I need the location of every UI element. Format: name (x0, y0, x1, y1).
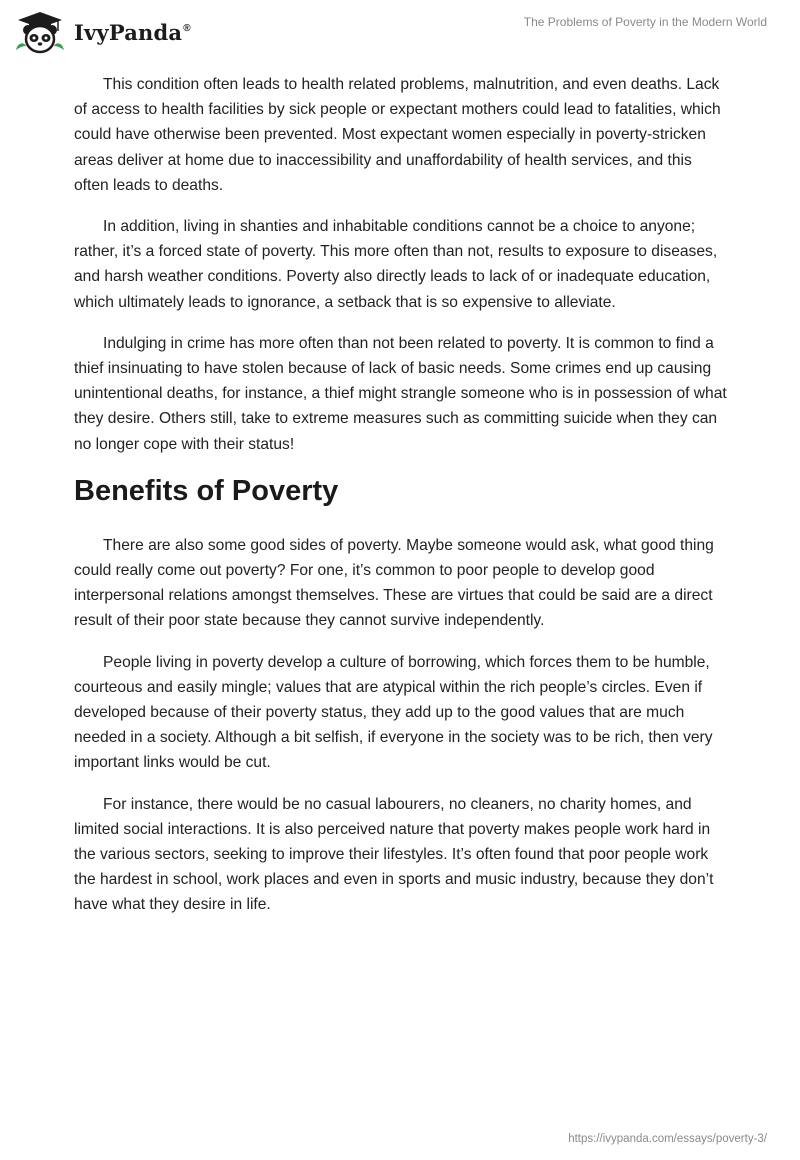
logo-wordmark: IvyPanda® (74, 19, 191, 45)
panda-graduate-icon (14, 10, 66, 54)
page-header (0, 0, 800, 60)
paragraph: There are also some good sides of poverty. Maybe someone would ask, what good thing could really come out poverty? For one, it’s common to poor people to develop good interpersonal relations amongst themselves. These are virtues that could be said are a direct result of their poor state because they cannot survive independently. (74, 536, 714, 630)
source-url[interactable]: https://ivypanda.com/essays/poverty-3/ (568, 1133, 767, 1145)
registered-mark: ® (183, 22, 191, 34)
paragraph: Indulging in crime has more often than not been related to poverty. It is common to find a thief insinuating to have stolen because of lack of basic needs. Some crimes end up causing unintentional deaths, for instance, a thief might strangle someone who is in possession of what they desire. Others still, take to extreme measures such as committing suicide when they can no longer cope with their status! (74, 334, 727, 453)
document-title: The Problems of Poverty in the Modern World (523, 15, 767, 29)
paragraph: People living in poverty develop a culture of borrowing, which forces them to be humble, courteous and easily mingle; values that are atypical within the rich people’s circles. Even if developed because of their poverty status, they add up to the good values that are much needed in a society. Although a bit selfish, if everyone in the society was to be rich, then very important links would be cut. (74, 653, 713, 772)
section-heading: Benefits of Poverty (74, 474, 339, 507)
essay-body (74, 72, 728, 934)
paragraph: For instance, there would be no casual labourers, no cleaners, no charity homes, and limited social interactions. It is also perceived nature that poverty makes people work hard in the various sectors, seeking to improve their lifestyles. It’s often found that poor people work the hardest in school, work places and even in sports and music industry, because they don’t have what they desire in life. (74, 795, 714, 914)
ivypanda-logo[interactable] (14, 10, 191, 54)
paragraph: In addition, living in shanties and inhabitable conditions cannot be a choice to anyone; rather, it’s a forced state of poverty. This more often than not, results to exposure to diseases, and harsh weather conditions. Poverty also directly leads to lack of or inadequate education, which ultimately leads to ignorance, a setback that is so expensive to alleviate. (74, 218, 718, 311)
paragraph: This condition often leads to health related problems, malnutrition, and even deaths. Lack of access to health facilities by sick people or expectant mothers could lead to fatalities, which could have otherwise been prevented. Most expectant women especially in poverty-stricken areas deliver at home due to inaccessibility and unaffordability of health services, and this often leads to deaths. (74, 76, 721, 194)
